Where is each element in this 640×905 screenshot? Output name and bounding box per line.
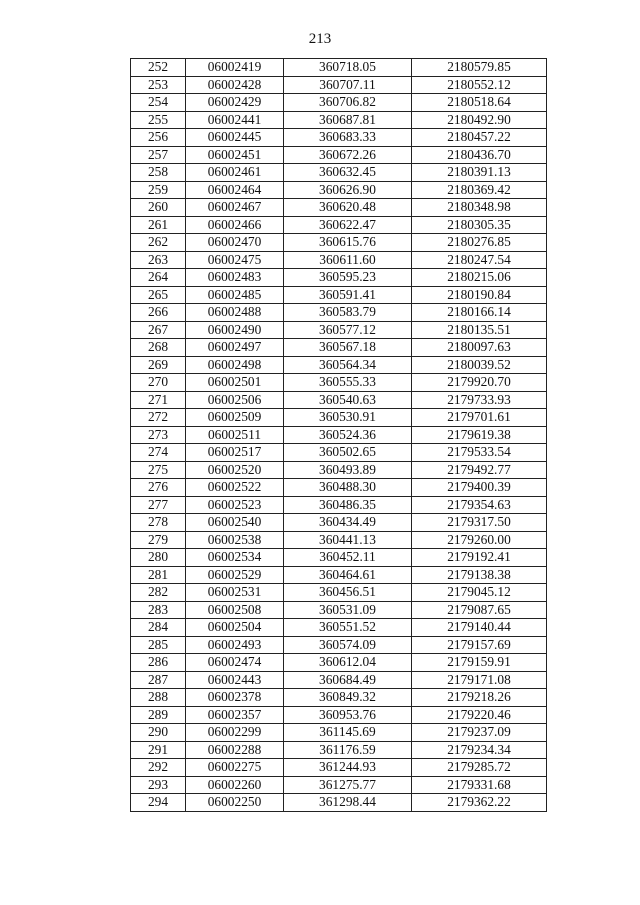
x-coordinate-cell: 360672.26	[284, 146, 412, 164]
x-coordinate-cell: 360622.47	[284, 216, 412, 234]
row-number-cell: 271	[131, 391, 186, 409]
row-number-cell: 280	[131, 549, 186, 567]
table-row	[131, 391, 547, 409]
x-coordinate-cell: 361176.59	[284, 741, 412, 759]
row-number-cell: 252	[131, 59, 186, 77]
point-id-cell: 06002506	[186, 391, 284, 409]
y-coordinate-cell: 2180135.51	[412, 321, 547, 339]
table-row	[131, 671, 547, 689]
page-number: 213	[308, 31, 332, 47]
table-row	[131, 566, 547, 584]
point-id-cell: 06002522	[186, 479, 284, 497]
table-row	[131, 706, 547, 724]
row-number-cell: 265	[131, 286, 186, 304]
table-row	[131, 251, 547, 269]
table-row	[131, 129, 547, 147]
table-row	[131, 479, 547, 497]
row-number-cell: 284	[131, 619, 186, 637]
point-id-cell: 06002497	[186, 339, 284, 357]
table-body	[131, 59, 547, 812]
y-coordinate-cell: 2179045.12	[412, 584, 547, 602]
x-coordinate-cell: 360531.09	[284, 601, 412, 619]
y-coordinate-cell: 2179138.38	[412, 566, 547, 584]
point-id-cell: 06002250	[186, 794, 284, 812]
x-coordinate-cell: 360620.48	[284, 199, 412, 217]
y-coordinate-cell: 2179220.46	[412, 706, 547, 724]
row-number-cell: 290	[131, 724, 186, 742]
row-number-cell: 254	[131, 94, 186, 112]
point-id-cell: 06002531	[186, 584, 284, 602]
table-row	[131, 409, 547, 427]
row-number-cell: 255	[131, 111, 186, 129]
row-number-cell: 294	[131, 794, 186, 812]
y-coordinate-cell: 2180190.84	[412, 286, 547, 304]
y-coordinate-cell: 2180166.14	[412, 304, 547, 322]
point-id-cell: 06002504	[186, 619, 284, 637]
x-coordinate-cell: 360551.52	[284, 619, 412, 637]
y-coordinate-cell: 2180457.22	[412, 129, 547, 147]
table-row	[131, 94, 547, 112]
point-id-cell: 06002529	[186, 566, 284, 584]
point-id-cell: 06002540	[186, 514, 284, 532]
x-coordinate-cell: 360684.49	[284, 671, 412, 689]
point-id-cell: 06002445	[186, 129, 284, 147]
y-coordinate-cell: 2179171.08	[412, 671, 547, 689]
point-id-cell: 06002534	[186, 549, 284, 567]
y-coordinate-cell: 2180215.06	[412, 269, 547, 287]
row-number-cell: 273	[131, 426, 186, 444]
point-id-cell: 06002490	[186, 321, 284, 339]
x-coordinate-cell: 360706.82	[284, 94, 412, 112]
table-row	[131, 199, 547, 217]
point-id-cell: 06002461	[186, 164, 284, 182]
x-coordinate-cell: 360612.04	[284, 654, 412, 672]
table-row	[131, 111, 547, 129]
row-number-cell: 283	[131, 601, 186, 619]
x-coordinate-cell: 360626.90	[284, 181, 412, 199]
point-id-cell: 06002466	[186, 216, 284, 234]
row-number-cell: 263	[131, 251, 186, 269]
x-coordinate-cell: 360591.41	[284, 286, 412, 304]
table-row	[131, 321, 547, 339]
row-number-cell: 256	[131, 129, 186, 147]
y-coordinate-cell: 2179619.38	[412, 426, 547, 444]
table-row	[131, 794, 547, 812]
y-coordinate-cell: 2179400.39	[412, 479, 547, 497]
x-coordinate-cell: 360441.13	[284, 531, 412, 549]
point-id-cell: 06002470	[186, 234, 284, 252]
y-coordinate-cell: 2180097.63	[412, 339, 547, 357]
row-number-cell: 275	[131, 461, 186, 479]
y-coordinate-cell: 2180305.35	[412, 216, 547, 234]
x-coordinate-cell: 360555.33	[284, 374, 412, 392]
table-row	[131, 601, 547, 619]
x-coordinate-cell: 360530.91	[284, 409, 412, 427]
point-id-cell: 06002378	[186, 689, 284, 707]
point-id-cell: 06002288	[186, 741, 284, 759]
y-coordinate-cell: 2179701.61	[412, 409, 547, 427]
y-coordinate-cell: 2179218.26	[412, 689, 547, 707]
table-row	[131, 549, 547, 567]
point-id-cell: 06002299	[186, 724, 284, 742]
table-row	[131, 146, 547, 164]
x-coordinate-cell: 360486.35	[284, 496, 412, 514]
row-number-cell: 268	[131, 339, 186, 357]
row-number-cell: 269	[131, 356, 186, 374]
y-coordinate-cell: 2179920.70	[412, 374, 547, 392]
y-coordinate-cell: 2179331.68	[412, 776, 547, 794]
point-id-cell: 06002485	[186, 286, 284, 304]
y-coordinate-cell: 2179237.09	[412, 724, 547, 742]
table-row	[131, 181, 547, 199]
y-coordinate-cell: 2180492.90	[412, 111, 547, 129]
x-coordinate-cell: 360718.05	[284, 59, 412, 77]
x-coordinate-cell: 360849.32	[284, 689, 412, 707]
table-row	[131, 59, 547, 77]
point-id-cell: 06002501	[186, 374, 284, 392]
row-number-cell: 262	[131, 234, 186, 252]
y-coordinate-cell: 2179492.77	[412, 461, 547, 479]
row-number-cell: 285	[131, 636, 186, 654]
row-number-cell: 260	[131, 199, 186, 217]
point-id-cell: 06002451	[186, 146, 284, 164]
x-coordinate-cell: 360632.45	[284, 164, 412, 182]
table-row	[131, 356, 547, 374]
x-coordinate-cell: 361275.77	[284, 776, 412, 794]
row-number-cell: 279	[131, 531, 186, 549]
y-coordinate-cell: 2179354.63	[412, 496, 547, 514]
x-coordinate-cell: 361244.93	[284, 759, 412, 777]
row-number-cell: 274	[131, 444, 186, 462]
x-coordinate-cell: 360524.36	[284, 426, 412, 444]
point-id-cell: 06002429	[186, 94, 284, 112]
x-coordinate-cell: 360574.09	[284, 636, 412, 654]
point-id-cell: 06002538	[186, 531, 284, 549]
table-row	[131, 531, 547, 549]
y-coordinate-cell: 2179285.72	[412, 759, 547, 777]
y-coordinate-cell: 2180247.54	[412, 251, 547, 269]
table-row	[131, 514, 547, 532]
x-coordinate-cell: 360707.11	[284, 76, 412, 94]
table-row	[131, 636, 547, 654]
x-coordinate-cell: 360683.33	[284, 129, 412, 147]
x-coordinate-cell: 360687.81	[284, 111, 412, 129]
row-number-cell: 276	[131, 479, 186, 497]
table-row	[131, 76, 547, 94]
x-coordinate-cell: 360583.79	[284, 304, 412, 322]
x-coordinate-cell: 360493.89	[284, 461, 412, 479]
table-row	[131, 654, 547, 672]
y-coordinate-cell: 2180369.42	[412, 181, 547, 199]
row-number-cell: 277	[131, 496, 186, 514]
row-number-cell: 291	[131, 741, 186, 759]
point-id-cell: 06002474	[186, 654, 284, 672]
y-coordinate-cell: 2179087.65	[412, 601, 547, 619]
point-id-cell: 06002508	[186, 601, 284, 619]
y-coordinate-cell: 2180039.52	[412, 356, 547, 374]
row-number-cell: 281	[131, 566, 186, 584]
row-number-cell: 287	[131, 671, 186, 689]
table-row	[131, 461, 547, 479]
point-id-cell: 06002275	[186, 759, 284, 777]
table-row	[131, 444, 547, 462]
x-coordinate-cell: 360502.65	[284, 444, 412, 462]
y-coordinate-cell: 2179140.44	[412, 619, 547, 637]
table-row	[131, 269, 547, 287]
row-number-cell: 267	[131, 321, 186, 339]
x-coordinate-cell: 360564.34	[284, 356, 412, 374]
point-id-cell: 06002428	[186, 76, 284, 94]
table-row	[131, 724, 547, 742]
table-row	[131, 286, 547, 304]
row-number-cell: 289	[131, 706, 186, 724]
row-number-cell: 259	[131, 181, 186, 199]
table-row	[131, 374, 547, 392]
y-coordinate-cell: 2179260.00	[412, 531, 547, 549]
row-number-cell: 261	[131, 216, 186, 234]
point-id-cell: 06002483	[186, 269, 284, 287]
point-id-cell: 06002509	[186, 409, 284, 427]
table-row	[131, 304, 547, 322]
point-id-cell: 06002441	[186, 111, 284, 129]
point-id-cell: 06002443	[186, 671, 284, 689]
y-coordinate-cell: 2180552.12	[412, 76, 547, 94]
row-number-cell: 258	[131, 164, 186, 182]
y-coordinate-cell: 2180579.85	[412, 59, 547, 77]
point-id-cell: 06002488	[186, 304, 284, 322]
y-coordinate-cell: 2179733.93	[412, 391, 547, 409]
point-id-cell: 06002467	[186, 199, 284, 217]
table-row	[131, 741, 547, 759]
table-row	[131, 234, 547, 252]
table-row	[131, 339, 547, 357]
table-row	[131, 759, 547, 777]
table-row	[131, 216, 547, 234]
x-coordinate-cell: 360611.60	[284, 251, 412, 269]
row-number-cell: 270	[131, 374, 186, 392]
table-row	[131, 496, 547, 514]
row-number-cell: 288	[131, 689, 186, 707]
row-number-cell: 282	[131, 584, 186, 602]
y-coordinate-cell: 2179157.69	[412, 636, 547, 654]
x-coordinate-cell: 360615.76	[284, 234, 412, 252]
table-row	[131, 619, 547, 637]
y-coordinate-cell: 2179362.22	[412, 794, 547, 812]
x-coordinate-cell: 360452.11	[284, 549, 412, 567]
x-coordinate-cell: 360595.23	[284, 269, 412, 287]
point-id-cell: 06002475	[186, 251, 284, 269]
x-coordinate-cell: 360456.51	[284, 584, 412, 602]
y-coordinate-cell: 2180436.70	[412, 146, 547, 164]
point-id-cell: 06002511	[186, 426, 284, 444]
y-coordinate-cell: 2179234.34	[412, 741, 547, 759]
point-id-cell: 06002493	[186, 636, 284, 654]
y-coordinate-cell: 2180391.13	[412, 164, 547, 182]
y-coordinate-cell: 2179533.54	[412, 444, 547, 462]
point-id-cell: 06002523	[186, 496, 284, 514]
table-row	[131, 164, 547, 182]
y-coordinate-cell: 2179192.41	[412, 549, 547, 567]
row-number-cell: 272	[131, 409, 186, 427]
x-coordinate-cell: 360953.76	[284, 706, 412, 724]
y-coordinate-cell: 2180348.98	[412, 199, 547, 217]
row-number-cell: 278	[131, 514, 186, 532]
row-number-cell: 293	[131, 776, 186, 794]
x-coordinate-cell: 361298.44	[284, 794, 412, 812]
point-id-cell: 06002517	[186, 444, 284, 462]
y-coordinate-cell: 2180518.64	[412, 94, 547, 112]
row-number-cell: 266	[131, 304, 186, 322]
y-coordinate-cell: 2180276.85	[412, 234, 547, 252]
y-coordinate-cell: 2179317.50	[412, 514, 547, 532]
x-coordinate-cell: 360488.30	[284, 479, 412, 497]
y-coordinate-cell: 2179159.91	[412, 654, 547, 672]
row-number-cell: 257	[131, 146, 186, 164]
table-row	[131, 776, 547, 794]
row-number-cell: 264	[131, 269, 186, 287]
table-row	[131, 584, 547, 602]
table-row	[131, 689, 547, 707]
x-coordinate-cell: 360577.12	[284, 321, 412, 339]
coordinates-table	[130, 58, 547, 812]
table-row	[131, 426, 547, 444]
point-id-cell: 06002260	[186, 776, 284, 794]
x-coordinate-cell: 360434.49	[284, 514, 412, 532]
row-number-cell: 292	[131, 759, 186, 777]
point-id-cell: 06002520	[186, 461, 284, 479]
point-id-cell: 06002464	[186, 181, 284, 199]
point-id-cell: 06002498	[186, 356, 284, 374]
x-coordinate-cell: 360567.18	[284, 339, 412, 357]
point-id-cell: 06002419	[186, 59, 284, 77]
row-number-cell: 286	[131, 654, 186, 672]
x-coordinate-cell: 361145.69	[284, 724, 412, 742]
x-coordinate-cell: 360464.61	[284, 566, 412, 584]
x-coordinate-cell: 360540.63	[284, 391, 412, 409]
point-id-cell: 06002357	[186, 706, 284, 724]
row-number-cell: 253	[131, 76, 186, 94]
